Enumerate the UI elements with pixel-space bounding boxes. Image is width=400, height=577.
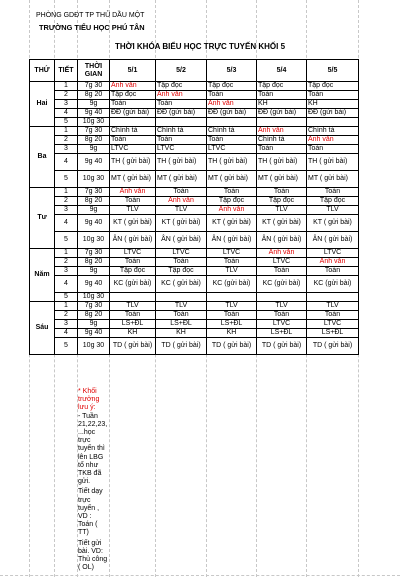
period-number: 1 bbox=[55, 127, 78, 136]
subject-cell: KH bbox=[207, 329, 257, 338]
header-class-5-1: 5/1 bbox=[110, 60, 156, 82]
period-number: 4 bbox=[55, 329, 78, 338]
subject-cell: Tập đọc bbox=[110, 91, 156, 100]
period-number: 3 bbox=[55, 145, 78, 154]
note-line: Tiết gửi bài. VD: Thủ công ( OL) bbox=[78, 539, 108, 572]
subject-cell: TLV bbox=[156, 206, 207, 215]
period-number: 2 bbox=[55, 311, 78, 320]
subject-cell: Toán bbox=[207, 311, 257, 320]
table-row bbox=[30, 267, 359, 276]
period-number: 2 bbox=[55, 136, 78, 145]
subject-cell: Toán bbox=[307, 91, 359, 100]
table-row bbox=[30, 293, 359, 302]
subject-cell: KH bbox=[110, 329, 156, 338]
period-time: 7g 30 bbox=[78, 249, 110, 258]
period-time: 9g 40 bbox=[78, 276, 110, 293]
period-number: 1 bbox=[55, 82, 78, 91]
subject-cell: KC (gửi bài) bbox=[110, 276, 156, 293]
subject-cell: KC (gửi bài) bbox=[307, 276, 359, 293]
subject-cell: Toán bbox=[307, 311, 359, 320]
subject-cell: TLV bbox=[207, 267, 257, 276]
subject-cell: KH bbox=[156, 329, 207, 338]
subject-cell: ÂN ( gửi bài) bbox=[207, 232, 257, 249]
period-number: 2 bbox=[55, 197, 78, 206]
header-thoi-gian: THỜI GIAN bbox=[78, 60, 110, 82]
subject-cell: Tập đọc bbox=[156, 267, 207, 276]
table-row bbox=[30, 302, 359, 311]
subject-cell: Anh văn bbox=[207, 206, 257, 215]
subject-cell: KC ( gửi bài) bbox=[156, 276, 207, 293]
table-row bbox=[30, 276, 359, 293]
period-time: 9g bbox=[78, 100, 110, 109]
page-title: THỜI KHÓA BIỂU HỌC TRỰC TUYẾN KHỐI 5 bbox=[114, 42, 286, 51]
subject-cell: Tập đọc bbox=[207, 82, 257, 91]
period-time: 9g 40 bbox=[78, 329, 110, 338]
period-number: 5 bbox=[55, 118, 78, 127]
subject-cell: LTVC bbox=[156, 249, 207, 258]
table-row bbox=[30, 320, 359, 329]
period-number: 5 bbox=[55, 171, 78, 188]
period-time: 8g 20 bbox=[78, 91, 110, 100]
subject-cell: KC (gửi bài) bbox=[257, 276, 307, 293]
table-row bbox=[30, 206, 359, 215]
subject-cell: Toán bbox=[257, 267, 307, 276]
period-number: 2 bbox=[55, 258, 78, 267]
subject-cell: Toán bbox=[156, 188, 207, 197]
subject-cell: ĐĐ (gửi bài) bbox=[207, 109, 257, 118]
period-time: 10g 30 bbox=[78, 118, 110, 127]
subject-cell: Toán bbox=[207, 91, 257, 100]
subject-cell: Tập đọc bbox=[110, 267, 156, 276]
table-row bbox=[30, 171, 359, 188]
period-time: 9g 40 bbox=[78, 154, 110, 171]
subject-cell: ĐĐ (gửi bài) bbox=[257, 109, 307, 118]
table-row bbox=[30, 311, 359, 320]
subject-cell: LTVC bbox=[257, 320, 307, 329]
period-number: 1 bbox=[55, 188, 78, 197]
subject-cell: TH ( gửi bài) bbox=[207, 154, 257, 171]
period-time: 7g 30 bbox=[78, 188, 110, 197]
subject-cell: Anh văn bbox=[207, 100, 257, 109]
subject-cell: Chính tả bbox=[207, 127, 257, 136]
subject-cell: Tập đọc bbox=[307, 82, 359, 91]
period-time: 10g 30 bbox=[78, 171, 110, 188]
table-row bbox=[30, 215, 359, 232]
subject-cell: KT ( gửi bài) bbox=[257, 215, 307, 232]
subject-cell: TLV bbox=[257, 206, 307, 215]
subject-cell: MT ( gửi bài) bbox=[307, 171, 359, 188]
subject-cell bbox=[257, 293, 307, 302]
note-line: - Tuần 21,22,23, ...học trực tuyến thì lên LBG tổ như TKB đã gửi. bbox=[78, 412, 108, 486]
subject-cell: LTVC bbox=[207, 249, 257, 258]
subject-cell: Anh văn bbox=[110, 188, 156, 197]
subject-cell: Anh văn bbox=[156, 197, 207, 206]
subject-cell bbox=[207, 293, 257, 302]
subject-cell: MT ( gửi bài) bbox=[207, 171, 257, 188]
period-number: 1 bbox=[55, 302, 78, 311]
period-number: 3 bbox=[55, 206, 78, 215]
period-time: 7g 30 bbox=[78, 127, 110, 136]
day-label: Sáu bbox=[30, 302, 55, 355]
subject-cell bbox=[257, 118, 307, 127]
subject-cell: LTVC bbox=[110, 249, 156, 258]
subject-cell: Chính tả bbox=[307, 127, 359, 136]
department-name: PHÒNG GDĐT TP THỦ DẦU MỘT bbox=[36, 12, 145, 19]
period-number: 5 bbox=[55, 293, 78, 302]
subject-cell: TLV bbox=[110, 302, 156, 311]
period-time: 8g 20 bbox=[78, 136, 110, 145]
subject-cell: LS+ĐL bbox=[257, 329, 307, 338]
subject-cell: KH bbox=[307, 100, 359, 109]
subject-cell: TLV bbox=[307, 206, 359, 215]
subject-cell: TLV bbox=[257, 302, 307, 311]
subject-cell: TLV bbox=[156, 302, 207, 311]
table-row bbox=[30, 154, 359, 171]
note-line: Tiết dạy trực tuyến , VD : Toán ( TT) bbox=[78, 488, 103, 537]
subject-cell: TLV bbox=[110, 206, 156, 215]
period-number: 3 bbox=[55, 320, 78, 329]
period-time: 10g 30 bbox=[78, 232, 110, 249]
subject-cell: KC (gửi bài) bbox=[207, 276, 257, 293]
day-label: Tư bbox=[30, 188, 55, 249]
period-number: 4 bbox=[55, 154, 78, 171]
subject-cell: Toán bbox=[307, 188, 359, 197]
table-row bbox=[30, 100, 359, 109]
subject-cell: TD ( gửi bài) bbox=[207, 338, 257, 355]
note-heading: * Khối trưởng lưu ý: bbox=[78, 388, 100, 412]
subject-cell: TD ( gửi bài) bbox=[307, 338, 359, 355]
period-time: 7g 30 bbox=[78, 302, 110, 311]
subject-cell: LTVC bbox=[257, 258, 307, 267]
table-row bbox=[30, 197, 359, 206]
table-row bbox=[30, 338, 359, 355]
period-time: 9g bbox=[78, 320, 110, 329]
period-time: 9g bbox=[78, 267, 110, 276]
subject-cell bbox=[307, 293, 359, 302]
subject-cell: Toán bbox=[110, 100, 156, 109]
subject-cell: Toán bbox=[110, 258, 156, 267]
subject-cell: LTVC bbox=[207, 145, 257, 154]
period-number: 5 bbox=[55, 338, 78, 355]
subject-cell: Anh văn bbox=[307, 136, 359, 145]
period-time: 8g 20 bbox=[78, 311, 110, 320]
table-row bbox=[30, 136, 359, 145]
period-time: 9g 40 bbox=[78, 109, 110, 118]
subject-cell: Chính tả bbox=[156, 127, 207, 136]
subject-cell: ĐĐ (gửi bài) bbox=[156, 109, 207, 118]
period-number: 2 bbox=[55, 91, 78, 100]
table-row bbox=[30, 145, 359, 154]
subject-cell: Toán bbox=[110, 197, 156, 206]
subject-cell: LS+ĐL bbox=[156, 320, 207, 329]
subject-cell: Tập đọc bbox=[307, 197, 359, 206]
subject-cell: LS+ĐL bbox=[207, 320, 257, 329]
subject-cell: ĐĐ (gửi bài) bbox=[307, 109, 359, 118]
subject-cell: Anh văn bbox=[307, 258, 359, 267]
period-number: 3 bbox=[55, 267, 78, 276]
period-time: 10g 30 bbox=[78, 338, 110, 355]
subject-cell bbox=[110, 293, 156, 302]
period-number: 4 bbox=[55, 215, 78, 232]
subject-cell: Toán bbox=[156, 258, 207, 267]
subject-cell: ÂN ( gửi bài) bbox=[110, 232, 156, 249]
subject-cell: KH bbox=[257, 100, 307, 109]
table-row bbox=[30, 82, 359, 91]
subject-cell: MT ( gửi bài) bbox=[257, 171, 307, 188]
subject-cell: Toán bbox=[156, 100, 207, 109]
subject-cell: LTVC bbox=[110, 145, 156, 154]
subject-cell: ÂN ( gửi bài) bbox=[257, 232, 307, 249]
subject-cell: Anh văn bbox=[156, 91, 207, 100]
subject-cell: Tập đọc bbox=[156, 82, 207, 91]
subject-cell bbox=[207, 118, 257, 127]
subject-cell: Toán bbox=[207, 188, 257, 197]
subject-cell: LTVC bbox=[156, 145, 207, 154]
header-class-5-4: 5/4 bbox=[257, 60, 307, 82]
subject-cell: Toán bbox=[156, 136, 207, 145]
subject-cell: Tập đọc bbox=[207, 197, 257, 206]
day-label: Năm bbox=[30, 249, 55, 302]
header-class-5-2: 5/2 bbox=[156, 60, 207, 82]
subject-cell: KT ( gửi bài) bbox=[156, 215, 207, 232]
subject-cell: Toán bbox=[307, 145, 359, 154]
header-tiet: TIẾT bbox=[55, 60, 78, 82]
period-time: 9g bbox=[78, 206, 110, 215]
period-number: 5 bbox=[55, 232, 78, 249]
period-number: 3 bbox=[55, 100, 78, 109]
subject-cell: Toán bbox=[257, 188, 307, 197]
header-class-5-5: 5/5 bbox=[307, 60, 359, 82]
subject-cell: Toán bbox=[156, 311, 207, 320]
note-block bbox=[78, 388, 108, 572]
subject-cell: KT ( gửi bài) bbox=[110, 215, 156, 232]
subject-cell: Tập đọc bbox=[257, 197, 307, 206]
table-row bbox=[30, 258, 359, 267]
subject-cell: Chính tả bbox=[110, 127, 156, 136]
subject-cell: Toán bbox=[307, 267, 359, 276]
subject-cell: ÂN ( gửi bài) bbox=[307, 232, 359, 249]
table-row bbox=[30, 329, 359, 338]
subject-cell: TH ( gửi bài) bbox=[156, 154, 207, 171]
subject-cell: TD ( gửi bài) bbox=[110, 338, 156, 355]
period-time: 8g 20 bbox=[78, 197, 110, 206]
subject-cell bbox=[110, 118, 156, 127]
header-class-5-3: 5/3 bbox=[207, 60, 257, 82]
table-row bbox=[30, 118, 359, 127]
period-time: 9g bbox=[78, 145, 110, 154]
subject-cell: LTVC bbox=[307, 320, 359, 329]
period-time: 9g 40 bbox=[78, 215, 110, 232]
subject-cell: LS+ĐL bbox=[307, 329, 359, 338]
subject-cell: TLV bbox=[307, 302, 359, 311]
day-label: Hai bbox=[30, 82, 55, 127]
subject-cell: Toán bbox=[257, 311, 307, 320]
subject-cell: TH ( gửi bài) bbox=[110, 154, 156, 171]
subject-cell: Toán bbox=[110, 136, 156, 145]
subject-cell: KT ( gửi bài) bbox=[207, 215, 257, 232]
subject-cell: MT ( gửi bài) bbox=[156, 171, 207, 188]
subject-cell: Anh văn bbox=[257, 127, 307, 136]
subject-cell bbox=[156, 293, 207, 302]
table-row bbox=[30, 249, 359, 258]
subject-cell: Toán bbox=[257, 145, 307, 154]
subject-cell: LTVC bbox=[307, 249, 359, 258]
subject-cell: Tập đọc bbox=[257, 82, 307, 91]
table-row bbox=[30, 188, 359, 197]
table-row bbox=[30, 109, 359, 118]
subject-cell: TD ( gửi bài) bbox=[156, 338, 207, 355]
period-time: 7g 30 bbox=[78, 82, 110, 91]
subject-cell bbox=[307, 118, 359, 127]
subject-cell: ÂN ( gửi bài) bbox=[156, 232, 207, 249]
table-header-row bbox=[30, 60, 359, 82]
subject-cell: LS+ĐL bbox=[110, 320, 156, 329]
table-row bbox=[30, 232, 359, 249]
subject-cell: TLV bbox=[207, 302, 257, 311]
subject-cell: TH ( gửi bài) bbox=[307, 154, 359, 171]
header-thu: THỨ bbox=[30, 60, 55, 82]
school-name: TRƯỜNG TIỂU HỌC PHÚ TÂN bbox=[39, 23, 145, 32]
subject-cell: Toán bbox=[207, 258, 257, 267]
subject-cell bbox=[156, 118, 207, 127]
period-number: 4 bbox=[55, 109, 78, 118]
subject-cell: Anh văn bbox=[257, 249, 307, 258]
day-label: Ba bbox=[30, 127, 55, 188]
period-time: 10g 30 bbox=[78, 293, 110, 302]
subject-cell: TD ( gửi bài) bbox=[257, 338, 307, 355]
subject-cell: KT ( gửi bài) bbox=[307, 215, 359, 232]
period-time: 8g 20 bbox=[78, 258, 110, 267]
table-row bbox=[30, 127, 359, 136]
subject-cell: Toán bbox=[207, 136, 257, 145]
subject-cell: Toán bbox=[110, 311, 156, 320]
subject-cell: TH ( gửi bài) bbox=[257, 154, 307, 171]
table-row bbox=[30, 91, 359, 100]
subject-cell: Toán bbox=[257, 91, 307, 100]
timetable bbox=[29, 59, 359, 355]
subject-cell: Chính tả bbox=[257, 136, 307, 145]
subject-cell: Anh văn bbox=[110, 82, 156, 91]
subject-cell: MT ( gửi bài) bbox=[110, 171, 156, 188]
period-number: 4 bbox=[55, 276, 78, 293]
period-number: 1 bbox=[55, 249, 78, 258]
subject-cell: ĐĐ (gửi bài) bbox=[110, 109, 156, 118]
